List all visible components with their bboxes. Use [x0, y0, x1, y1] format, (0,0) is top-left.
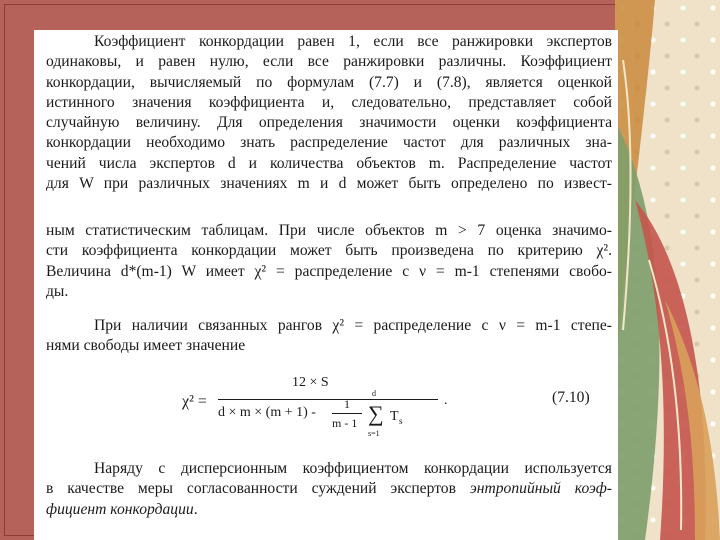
formula-period: . [444, 393, 448, 408]
text-line: чений числа экспертов d и количества объектов m. Распределение частот [46, 154, 612, 172]
sum-symbol: ∑ [368, 401, 384, 426]
equation-number: (7.10) [552, 389, 590, 406]
text-line: конкордации необходимо знать распределение частот для различных зна- [46, 134, 612, 152]
sum-upper: d [372, 389, 376, 398]
text-span: . [193, 500, 198, 518]
formula-denominator: d × m × (m + 1) - [218, 405, 316, 420]
text-line: ным статистическим таблицам. При числе объектов m > 7 оценка значимо- [46, 222, 612, 239]
text-line: нями свободы имеет значение [46, 337, 246, 355]
text-line: конкордации, вычисляемый по формулам (7.7) и (7.8), является оценкой [46, 73, 612, 91]
inner-numerator: 1 [344, 397, 350, 411]
sum-term: T [390, 409, 399, 424]
text-span: в качестве меры согласованности суждений экспертов [46, 480, 470, 498]
term-entropy-coefficient-end: фициент конкордации [46, 500, 194, 518]
document-page [34, 30, 618, 540]
text-line: Коэффициент конкордации равен 1, если все ранжировки экспертов [94, 33, 612, 50]
leaf-ornament [615, 0, 720, 540]
text-line: Величина d*(m-1) W имеет χ² = распределение с ν = m-1 степенями свобо- [46, 262, 612, 280]
sum-lower: s=1 [368, 429, 380, 438]
text-line: одинаковы, и равен нулю, если все ранжировки различны. Коэффициент [46, 53, 612, 71]
inner-denominator: m - 1 [332, 416, 358, 430]
formula-numerator: 12 × S [292, 375, 329, 390]
formula-lhs: χ² = [182, 393, 207, 410]
text-line [46, 500, 612, 520]
text-line [46, 479, 612, 499]
paragraph-1 [46, 32, 612, 194]
paragraph-3 [46, 316, 612, 357]
paragraph-2 [46, 221, 612, 302]
decorative-side-panel [615, 0, 720, 540]
text-line: ды. [46, 282, 69, 300]
formula-7-10 [182, 375, 602, 445]
fraction-bar [218, 399, 438, 400]
text-line: При наличии связанных рангов χ² = распределение с ν = m-1 степе- [94, 317, 612, 334]
sum-term-subscript: s [399, 416, 403, 426]
text-line: случайную величину. Для определения значимости оценки коэффициента [46, 114, 612, 132]
text-line: для W при различных значениях m и d может быть определено по извест- [46, 175, 612, 193]
term-entropy-coefficient: энтропийный коэф- [469, 480, 612, 498]
text-line: Наряду с дисперсионным коэффициентом конкордации используется [94, 460, 612, 477]
inner-fraction-bar [332, 413, 362, 414]
paragraph-4 [46, 459, 612, 520]
text-line: сти коэффициента конкордации может быть произведена по критерию χ². [46, 242, 612, 260]
text-line: истинного значения коэффициента и, следовательно, представляет собой [46, 93, 612, 111]
